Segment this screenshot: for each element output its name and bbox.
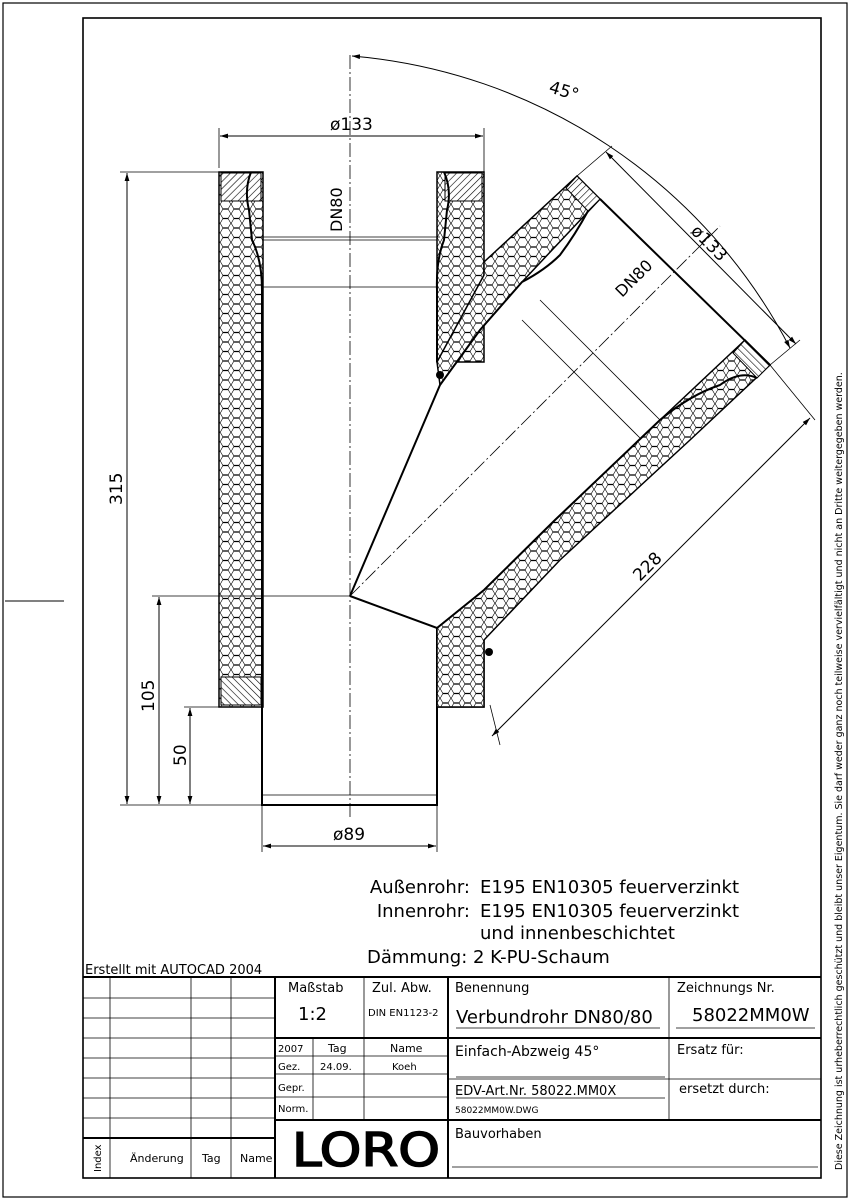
norm-label: Norm. — [278, 1104, 309, 1115]
name-label: Benennung — [455, 981, 530, 996]
outer-pipe-value: E195 EN10305 feuerverzinkt — [480, 877, 740, 898]
dn-branch-label: DN80 — [611, 255, 657, 301]
rev-day-header: Tag — [202, 1152, 221, 1165]
drawn-name: Koeh — [392, 1062, 417, 1073]
dia-top-label: ø133 — [330, 115, 373, 135]
dwg-file: 58022MM0W.DWG — [455, 1106, 539, 1116]
end-ring-bottom-left — [221, 677, 261, 705]
insulation-note: Dämmung: 2 K-PU-Schaum — [367, 947, 610, 968]
edp-number: EDV-Art.Nr. 58022.MM0X — [455, 1084, 617, 1099]
rev-name-header: Name — [240, 1152, 273, 1165]
outer-pipe-label: Außenrohr: — [369, 877, 470, 898]
end-ring-top-right — [445, 173, 482, 201]
ext-line — [490, 705, 500, 745]
branch-length-label: 228 — [629, 548, 667, 586]
created-with-note: Erstellt mit AUTOCAD 2004 — [85, 963, 263, 978]
tolerance-label: Zul. Abw. — [372, 981, 432, 996]
branch-socket-line-2 — [522, 320, 640, 438]
inner-pipe-left-wall — [247, 172, 437, 805]
drawing-no-value: 58022MM0W — [692, 1005, 810, 1026]
ext-line — [577, 146, 612, 176]
scale-value: 1:2 — [298, 1004, 327, 1025]
rev-change-header: Änderung — [130, 1152, 184, 1165]
year: 2007 — [278, 1044, 304, 1055]
len-50-label: 50 — [171, 744, 191, 766]
dia-branch-label: ø133 — [686, 221, 731, 266]
weld-point-upper — [436, 371, 444, 379]
branch-socket-line-1 — [540, 300, 660, 420]
end-ring-top-left — [221, 173, 261, 201]
tolerance-value: DIN EN1123-2 — [368, 1008, 439, 1019]
angle-label: 45° — [546, 77, 582, 106]
rev-index-header: Index — [93, 1144, 104, 1172]
loro-logo: LORO — [292, 1123, 440, 1177]
main-pipe — [219, 172, 484, 805]
replacement-label: Ersatz für: — [677, 1043, 744, 1058]
replaced-by-label: ersetzt durch: — [679, 1082, 770, 1097]
subtitle: Einfach-Abzweig 45° — [455, 1044, 600, 1060]
dn-main-label: DN80 — [327, 187, 346, 232]
drawn-label: Gez. — [278, 1062, 301, 1073]
dia-bottom-label: ø89 — [333, 825, 366, 845]
drawing-no-label: Zeichnungs Nr. — [677, 981, 775, 996]
len-total-label: 315 — [107, 472, 127, 505]
ext-line — [770, 365, 815, 420]
name-header: Name — [390, 1042, 423, 1055]
name-value: Verbundrohr DN80/80 — [456, 1007, 653, 1028]
day-header: Tag — [328, 1042, 347, 1055]
project-label: Bauvorhaben — [455, 1127, 542, 1142]
copyright-note: Diese Zeichnung ist urheberrechtlich geschützt und bleibt unser Eigentum. Sie darf weder ganz noch teilweise vervielfältigt und nicht an Dritte weitergegeben werden. — [834, 372, 845, 1170]
scale-label: Maßstab — [288, 981, 344, 996]
inner-pipe-label: Innenrohr: — [376, 901, 470, 922]
inner-pipe-value: E195 EN10305 feuerverzinkt — [480, 901, 740, 922]
len-105-label: 105 — [139, 679, 159, 712]
inner-pipe-value-2: und innenbeschichtet — [480, 923, 675, 944]
weld-point-lower — [485, 648, 493, 656]
drawn-date: 24.09. — [320, 1062, 352, 1073]
checked-label: Gepr. — [278, 1083, 305, 1094]
